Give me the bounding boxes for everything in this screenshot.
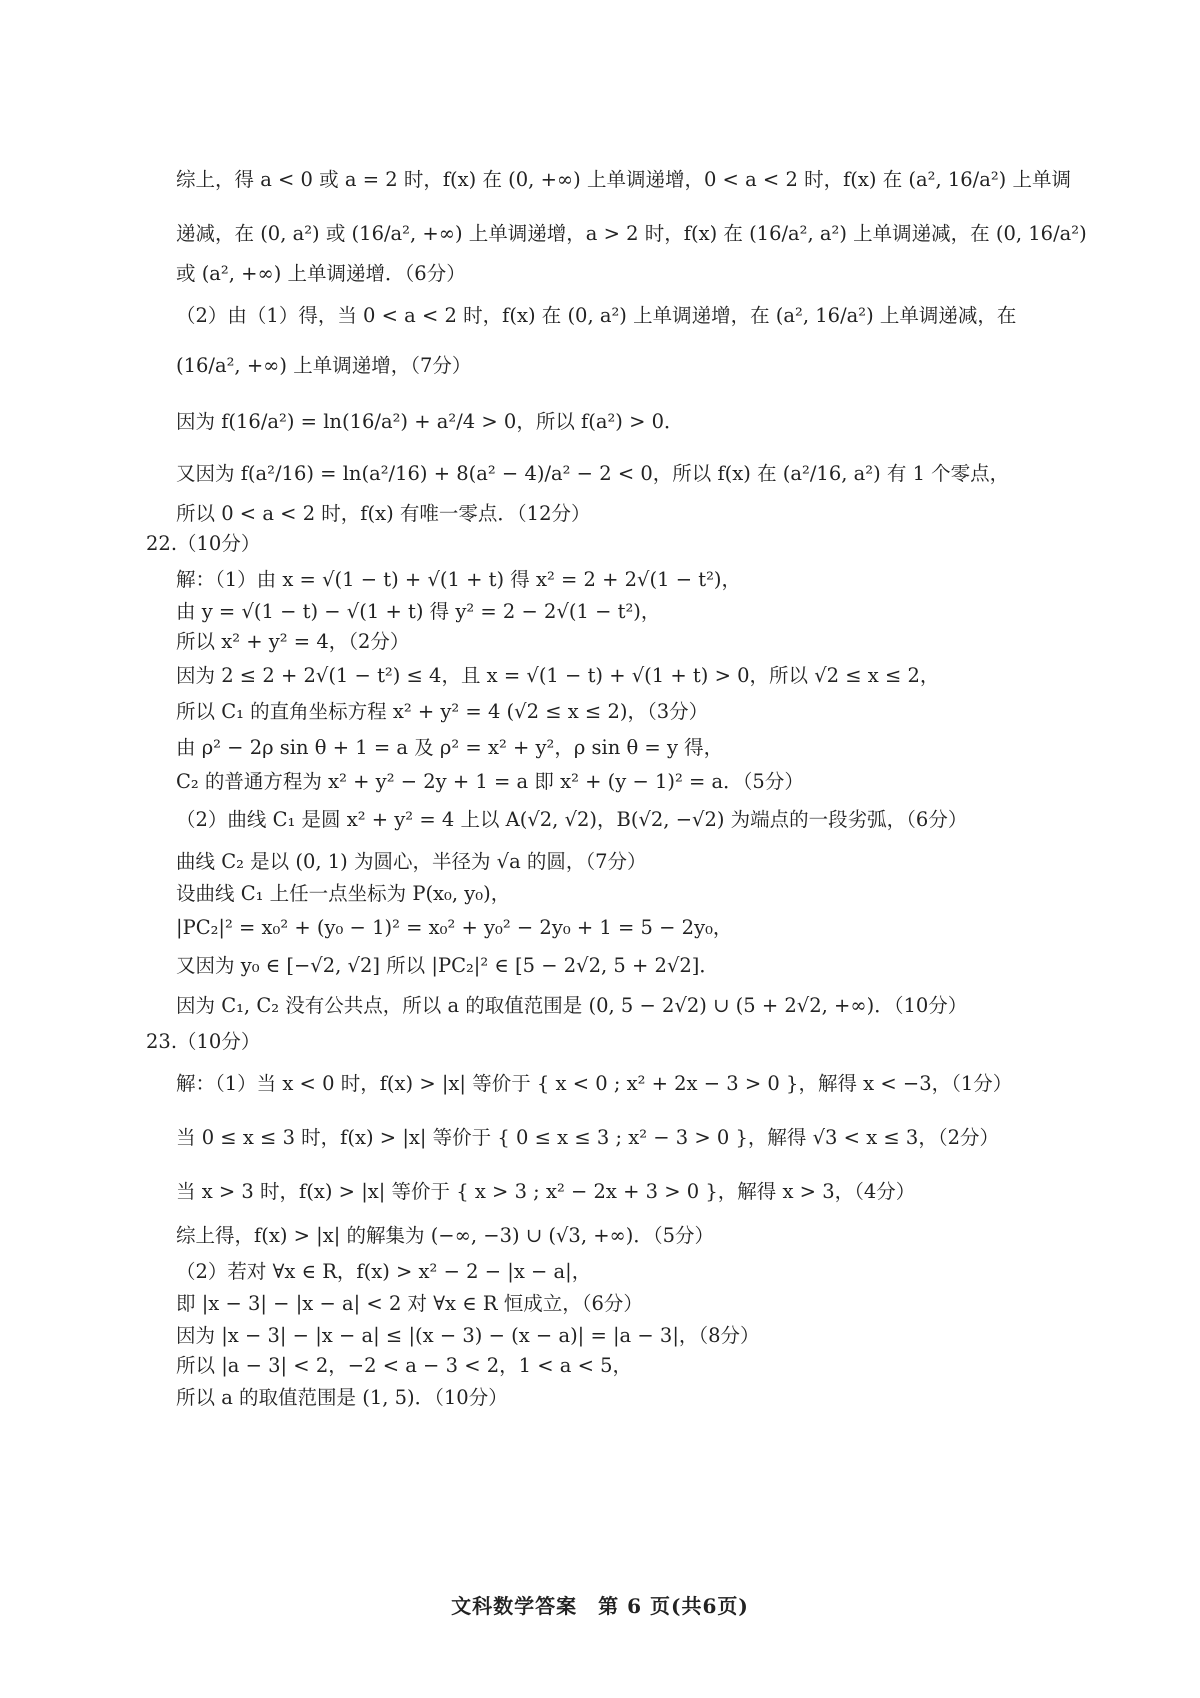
question-22-heading: 22.（10分） xyxy=(146,532,261,555)
text-line-7: 又因为 f(a²/16) = ln(a²/16) + 8(a² − 4)/a² − 2 < 0，所以 f(x) 在 (a²/16, a²) 有 1 个零点， xyxy=(176,462,1010,485)
text-line-11: 由 y = √(1 − t) − √(1 + t) 得 y² = 2 − 2√(1 − t²)， xyxy=(176,600,661,623)
text-line-28: （2）若对 ∀x ∈ R，f(x) > x² − 2 − |x − a|， xyxy=(176,1260,592,1283)
text-line-19: 设曲线 C₁ 上任一点坐标为 P(x₀, y₀)， xyxy=(176,882,511,905)
text-line-18: 曲线 C₂ 是以 (0, 1) 为圆心，半径为 √a 的圆，（7分） xyxy=(176,850,647,873)
text-line-15: 由 ρ² − 2ρ sin θ + 1 = a 及 ρ² = x² + y²，ρ sin θ = y 得， xyxy=(176,736,724,759)
text-line-22: 因为 C₁, C₂ 没有公共点，所以 a 的取值范围是 (0, 5 − 2√2) ∪ (5 + 2√2, +∞)．（10分） xyxy=(176,994,968,1017)
text-line-25: 当 0 ≤ x ≤ 3 时，f(x) > |x| 等价于 { 0 ≤ x ≤ 3 ; x² − 3 > 0 }，解得 √3 < x ≤ 3，（2分） xyxy=(176,1126,999,1149)
text-line-21: 又因为 y₀ ∈ [−√2, √2] 所以 |PC₂|² ∈ [5 − 2√2, 5 + 2√2]． xyxy=(176,954,719,977)
text-line-13: 因为 2 ≤ 2 + 2√(1 − t²) ≤ 4，且 x = √(1 − t) + √(1 + t) > 0，所以 √2 ≤ x ≤ 2， xyxy=(176,664,940,687)
text-line-4: （2）由（1）得，当 0 < a < 2 时，f(x) 在 (0, a²) 上单调递增，在 (a², 16/a²) 上单调递减，在 xyxy=(176,304,1017,327)
text-line-16: C₂ 的普通方程为 x² + y² − 2y + 1 = a 即 x² + (y − 1)² = a．（5分） xyxy=(176,770,804,793)
text-line-14: 所以 C₁ 的直角坐标方程 x² + y² = 4 (√2 ≤ x ≤ 2)，（3分） xyxy=(176,700,709,723)
text-line-29: 即 |x − 3| − |x − a| < 2 对 ∀x ∈ R 恒成立，（6分） xyxy=(176,1292,643,1315)
text-line-17: （2）曲线 C₁ 是圆 x² + y² = 4 上以 A(√2, √2)，B(√2, −√2) 为端点的一段劣弧，（6分） xyxy=(176,808,968,831)
text-line-12: 所以 x² + y² = 4，（2分） xyxy=(176,630,410,653)
text-line-5: (16/a², +∞) 上单调递增，（7分） xyxy=(176,354,472,377)
text-line-26: 当 x > 3 时，f(x) > |x| 等价于 { x > 3 ; x² − 2x + 3 > 0 }，解得 x > 3，（4分） xyxy=(176,1180,916,1203)
text-line-8: 所以 0 < a < 2 时，f(x) 有唯一零点．（12分） xyxy=(176,502,591,525)
text-line-31: 所以 |a − 3| < 2，−2 < a − 3 < 2，1 < a < 5， xyxy=(176,1354,633,1377)
text-line-3: 或 (a², +∞) 上单调递增．（6分） xyxy=(176,262,466,285)
question-23-heading: 23.（10分） xyxy=(146,1030,261,1053)
text-line-10: 解：（1）由 x = √(1 − t) + √(1 + t) 得 x² = 2 + 2√(1 − t²)， xyxy=(176,568,741,591)
text-line-30: 因为 |x − 3| − |x − a| ≤ |(x − 3) − (x − a)| = |a − 3|，（8分） xyxy=(176,1324,760,1347)
text-line-1: 综上，得 a < 0 或 a = 2 时，f(x) 在 (0, +∞) 上单调递增，0 < a < 2 时，f(x) 在 (a², 16/a²) 上单调 xyxy=(176,168,1071,191)
text-line-24: 解：（1）当 x < 0 时，f(x) > |x| 等价于 { x < 0 ; x² + 2x − 3 > 0 }，解得 x < −3，（1分） xyxy=(176,1072,1013,1095)
text-line-2: 递减，在 (0, a²) 或 (16/a², +∞) 上单调递增，a > 2 时，f(x) 在 (16/a², a²) 上单调递减，在 (0, 16/a²) xyxy=(176,222,1087,245)
text-line-6: 因为 f(16/a²) = ln(16/a²) + a²/4 > 0，所以 f(a²) > 0． xyxy=(176,410,684,433)
text-line-32: 所以 a 的取值范围是 (1, 5)．（10分） xyxy=(176,1386,508,1409)
text-line-27: 综上得，f(x) > |x| 的解集为 (−∞, −3) ∪ (√3, +∞)．（5分） xyxy=(176,1224,715,1247)
page-footer: 文科数学答案 第 6 页(共6页) xyxy=(451,1594,749,1618)
text-line-20: |PC₂|² = x₀² + (y₀ − 1)² = x₀² + y₀² − 2y₀ + 1 = 5 − 2y₀， xyxy=(176,916,733,939)
